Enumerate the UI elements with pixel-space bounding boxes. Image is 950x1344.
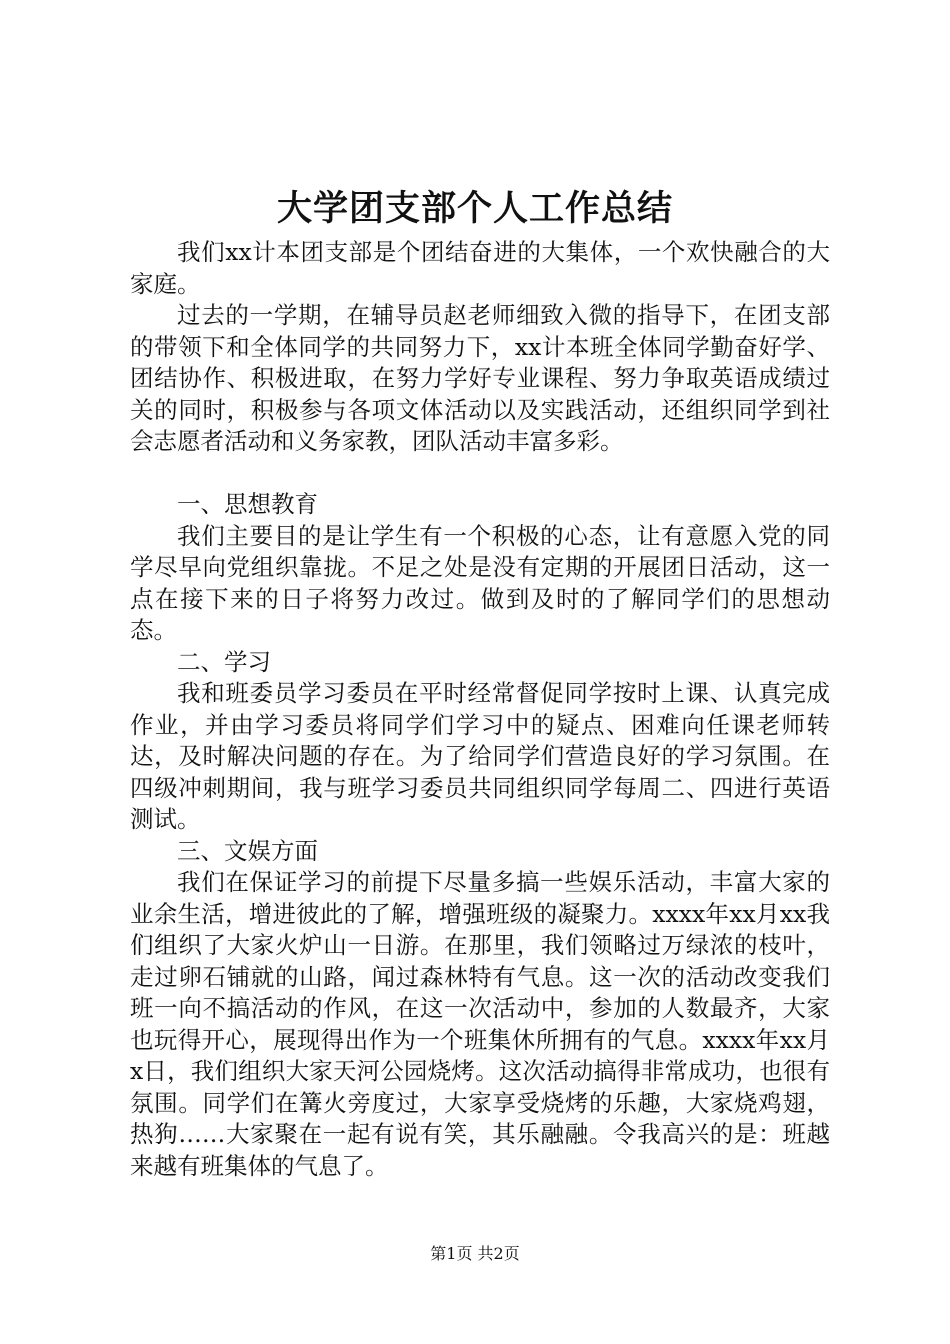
page-footer: 第1页 共2页 [430,1244,520,1263]
section-text-study: 我和班委员学习委员在平时经常督促同学按时上课、认真完成作业，并由学习委员将同学们学习中的疑点、困难向任课老师转达，及时解决问题的存在。为了给同学们营造良好的学习氛围。在四级冲刺期间，我与班学习委员共同组织同学每周二、四进行英语测试。 [130,679,830,833]
section-heading-ideology: 一、思想教育 [177,490,318,518]
document-body [130,237,830,1182]
intro-paragraph: 我们xx计本团支部是个团结奋进的大集体，一个欢快融合的大家庭。 [130,238,830,298]
section-text-entertainment: 我们在保证学习的前提下尽量多搞一些娱乐活动，丰富大家的业余生活，增进彼此的了解，增强班级的凝聚力。xxxx年xx月xx我们组织了大家火炉山一日游。在那里，我们领略过万绿浓的枝叶，走过卵石铺就的山路，闻过森林特有气息。这一次的活动改变我们班一向不搞活动的作风，在这一次活动中，参加的人数最齐，大家也玩得开心，展现得出作为一个班集休所拥有的气息。xxxx年xx月x日，我们组织大家天河公园烧烤。这次活动搞得非常成功，也很有氛围。同学们在篝火旁度过，大家享受烧烤的乐趣，大家烧鸡翅，热狗……大家聚在一起有说有笑，其乐融融。令我高兴的是：班越来越有班集体的气息了。 [130,868,830,1180]
section-text-ideology: 我们主要目的是让学生有一个积极的心态，让有意愿入党的同学尽早向党组织靠拢。不足之处是没有定期的开展团日活动，这一点在接下来的日子将努力改过。做到及时的了解同学们的思想动态。 [130,521,830,644]
section-heading-entertainment: 三、文娱方面 [177,836,318,865]
summary-paragraph: 过去的一学期，在辅导员赵老师细致入微的指导下，在团支部的带领下和全体同学的共同努力下，xx计本班全体同学勤奋好学、团结协作、积极进取，在努力学好专业课程、努力争取英语成绩过关的同时，积极参与各项文体活动以及实践活动，还组织同学到社会志愿者活动和义务家教，团队活动丰富多彩。 [130,301,830,455]
document-title: 大学团支部个人工作总结 [276,188,673,229]
section-heading-study: 二、学习 [177,647,271,676]
paragraph-spacer [130,458,830,490]
